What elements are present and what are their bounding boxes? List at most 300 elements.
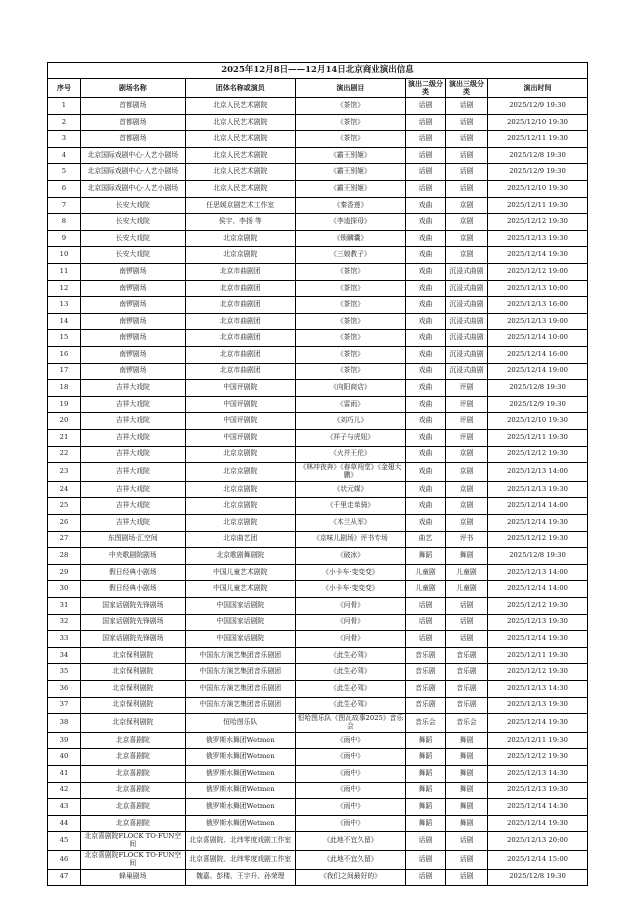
cell-venue: 首都剧场 (80, 114, 185, 131)
cell-category-level3: 音乐剧 (445, 697, 487, 714)
cell-show-title: 《霸王别姬》 (295, 181, 405, 198)
cell-index: 15 (48, 330, 81, 347)
cell-category-level3: 舞剧 (445, 815, 487, 832)
cell-venue: 北京保利剧院 (80, 697, 185, 714)
cell-category-level3: 舞剧 (445, 782, 487, 799)
cell-show-title: 《小卡车·变变变》 (295, 581, 405, 598)
table-row (48, 564, 588, 581)
cell-show-title: 《李逵探母》 (295, 214, 405, 231)
table-row (48, 647, 588, 664)
cell-show-title: 《我们之间最好的》 (295, 869, 405, 886)
cell-show-time: 2025/12/14 14:30 (488, 799, 588, 816)
cell-category-level3: 舞剧 (445, 732, 487, 749)
cell-troupe: 北京京剧院 (185, 446, 295, 463)
cell-show-time: 2025/12/14 19:30 (488, 247, 588, 264)
cell-show-title: 《雨中》 (295, 799, 405, 816)
cell-category-level2: 戏曲 (406, 330, 446, 347)
cell-category-level3: 评剧 (445, 380, 487, 397)
table-row (48, 446, 588, 463)
cell-index: 39 (48, 732, 81, 749)
cell-show-time: 2025/12/14 14:00 (488, 498, 588, 515)
cell-show-title: 《刘巧儿》 (295, 413, 405, 430)
cell-show-time: 2025/12/12 19:30 (488, 664, 588, 681)
cell-category-level2: 戏曲 (406, 264, 446, 281)
cell-index: 44 (48, 815, 81, 832)
cell-troupe: 北京曲艺团 (185, 531, 295, 548)
table-row (48, 850, 588, 869)
cell-venue: 南锣剧场 (80, 347, 185, 364)
cell-troupe: 中国东方演艺集团音乐剧团 (185, 647, 295, 664)
cell-troupe: 北京人民艺术剧院 (185, 181, 295, 198)
column-header-0: 序号 (48, 79, 81, 98)
cell-show-time: 2025/12/8 19:30 (488, 147, 588, 164)
cell-index: 33 (48, 631, 81, 648)
cell-show-time: 2025/12/12 19:30 (488, 749, 588, 766)
cell-show-title: 《茶馆》 (295, 280, 405, 297)
cell-venue: 国家话剧院先锋剧场 (80, 597, 185, 614)
cell-show-time: 2025/12/14 19:30 (488, 815, 588, 832)
cell-show-time: 2025/12/14 16:00 (488, 347, 588, 364)
cell-show-time: 2025/12/12 19:00 (488, 264, 588, 281)
table-row (48, 815, 588, 832)
cell-venue: 首都剧场 (80, 131, 185, 148)
cell-index: 32 (48, 614, 81, 631)
cell-category-level3: 沉浸式曲剧 (445, 280, 487, 297)
cell-category-level2: 戏曲 (406, 498, 446, 515)
cell-category-level3: 沉浸式曲剧 (445, 313, 487, 330)
cell-show-time: 2025/12/14 10:00 (488, 330, 588, 347)
cell-troupe: 北京京剧院 (185, 498, 295, 515)
column-header-3: 演出剧目 (295, 79, 405, 98)
cell-show-time: 2025/12/10 19:30 (488, 181, 588, 198)
cell-show-title: 《茶馆》 (295, 297, 405, 314)
table-row (48, 114, 588, 131)
cell-show-title: 《此生必驾》 (295, 664, 405, 681)
cell-troupe: 中国儿童艺术剧院 (185, 581, 295, 598)
cell-venue: 吉祥大戏院 (80, 481, 185, 498)
cell-show-title: 《茶馆》 (295, 330, 405, 347)
cell-category-level3: 舞剧 (445, 548, 487, 565)
table-header-row (48, 79, 588, 98)
cell-show-time: 2025/12/9 19:30 (488, 98, 588, 115)
cell-troupe: 北京人民艺术剧院 (185, 131, 295, 148)
cell-category-level2: 话剧 (406, 164, 446, 181)
cell-venue: 首都剧场 (80, 98, 185, 115)
cell-show-title: 《茶馆》 (295, 98, 405, 115)
cell-category-level3: 音乐剧 (445, 680, 487, 697)
cell-category-level3: 京剧 (445, 214, 487, 231)
cell-troupe: 中国儿童艺术剧院 (185, 564, 295, 581)
cell-show-time: 2025/12/13 19:30 (488, 782, 588, 799)
cell-venue: 北京国际戏剧中心·人艺小剧场 (80, 147, 185, 164)
cell-category-level2: 戏曲 (406, 347, 446, 364)
cell-category-level3: 舞剧 (445, 799, 487, 816)
cell-category-level2: 话剧 (406, 131, 446, 148)
cell-index: 3 (48, 131, 81, 148)
table-row (48, 147, 588, 164)
table-row (48, 749, 588, 766)
cell-troupe: 中国东方演艺集团音乐剧团 (185, 680, 295, 697)
cell-troupe: 北京喜剧院、北纬零度戏剧工作室 (185, 832, 295, 851)
cell-show-time: 2025/12/11 19:30 (488, 131, 588, 148)
table-row (48, 481, 588, 498)
cell-category-level2: 戏曲 (406, 214, 446, 231)
cell-show-time: 2025/12/13 19:30 (488, 481, 588, 498)
cell-show-time: 2025/12/14 19:30 (488, 631, 588, 648)
cell-show-time: 2025/12/13 19:30 (488, 230, 588, 247)
cell-show-time: 2025/12/12 19:30 (488, 597, 588, 614)
column-header-2: 团体名称或演员 (185, 79, 295, 98)
cell-show-title: 《雨中》 (295, 815, 405, 832)
cell-show-time: 2025/12/13 10:00 (488, 280, 588, 297)
cell-index: 7 (48, 197, 81, 214)
cell-show-time: 2025/12/10 19:30 (488, 413, 588, 430)
table-row (48, 680, 588, 697)
cell-show-title: 《破冰》 (295, 548, 405, 565)
cell-category-level2: 戏曲 (406, 197, 446, 214)
table-row (48, 531, 588, 548)
cell-category-level3: 话剧 (445, 131, 487, 148)
cell-troupe: 恒哈图乐队 (185, 714, 295, 733)
cell-index: 1 (48, 98, 81, 115)
cell-show-time: 2025/12/14 15:00 (488, 850, 588, 869)
cell-index: 13 (48, 297, 81, 314)
cell-show-title: 《木兰从军》 (295, 514, 405, 531)
cell-venue: 蜂巢剧场 (80, 869, 185, 886)
table-row (48, 548, 588, 565)
table-row (48, 581, 588, 598)
table-row (48, 214, 588, 231)
cell-show-title: 《茶馆》 (295, 114, 405, 131)
cell-index: 41 (48, 765, 81, 782)
table-row (48, 614, 588, 631)
cell-venue: 长安大戏院 (80, 197, 185, 214)
cell-category-level2: 话剧 (406, 181, 446, 198)
table-row (48, 181, 588, 198)
cell-show-title: 《小卡车·变变变》 (295, 564, 405, 581)
cell-show-title: 《此地不宜久留》 (295, 832, 405, 851)
cell-category-level3: 话剧 (445, 181, 487, 198)
cell-show-time: 2025/12/13 19:30 (488, 697, 588, 714)
table-row (48, 463, 588, 482)
cell-index: 12 (48, 280, 81, 297)
cell-show-time: 2025/12/12 19:30 (488, 446, 588, 463)
cell-venue: 北京喜剧院FLOCK TO·FUN空间 (80, 850, 185, 869)
table-row (48, 330, 588, 347)
cell-troupe: 俄罗斯水舞团Wetmen (185, 782, 295, 799)
cell-category-level2: 音乐剧 (406, 697, 446, 714)
cell-show-title: 《茶馆》 (295, 363, 405, 380)
cell-category-level2: 戏曲 (406, 230, 446, 247)
cell-venue: 北京保利剧院 (80, 680, 185, 697)
cell-show-time: 2025/12/14 19:30 (488, 514, 588, 531)
cell-index: 4 (48, 147, 81, 164)
cell-troupe: 北京喜剧院、北纬零度戏剧工作室 (185, 850, 295, 869)
table-row (48, 313, 588, 330)
cell-index: 20 (48, 413, 81, 430)
cell-index: 14 (48, 313, 81, 330)
cell-troupe: 中国国家话剧院 (185, 631, 295, 648)
table-row (48, 280, 588, 297)
cell-category-level3: 评剧 (445, 413, 487, 430)
table-row (48, 197, 588, 214)
cell-index: 2 (48, 114, 81, 131)
cell-troupe: 任思媛京剧艺术工作室 (185, 197, 295, 214)
cell-troupe: 北京歌剧舞剧院 (185, 548, 295, 565)
cell-troupe: 中国国家话剧院 (185, 614, 295, 631)
cell-index: 45 (48, 832, 81, 851)
cell-show-title: 《此地不宜久留》 (295, 850, 405, 869)
cell-show-time: 2025/12/9 19:30 (488, 164, 588, 181)
cell-category-level2: 话剧 (406, 98, 446, 115)
table-row (48, 714, 588, 733)
cell-venue: 吉祥大戏院 (80, 413, 185, 430)
cell-category-level2: 话剧 (406, 631, 446, 648)
cell-venue: 吉祥大戏院 (80, 380, 185, 397)
cell-venue: 国家话剧院先锋剧场 (80, 631, 185, 648)
cell-category-level2: 音乐会 (406, 714, 446, 733)
cell-venue: 吉祥大戏院 (80, 514, 185, 531)
cell-index: 36 (48, 680, 81, 697)
cell-show-time: 2025/12/13 14:00 (488, 463, 588, 482)
cell-venue: 北京国际戏剧中心·人艺小剧场 (80, 181, 185, 198)
cell-category-level3: 舞剧 (445, 749, 487, 766)
cell-show-time: 2025/12/11 19:30 (488, 429, 588, 446)
cell-troupe: 北京京剧院 (185, 247, 295, 264)
cell-category-level3: 话剧 (445, 597, 487, 614)
cell-venue: 北京喜剧院 (80, 765, 185, 782)
cell-show-time: 2025/12/14 19:30 (488, 714, 588, 733)
cell-troupe: 魏嘉、彭楼、王宇升、孙荣理 (185, 869, 295, 886)
cell-venue: 北京保利剧院 (80, 647, 185, 664)
cell-venue: 北京喜剧院 (80, 732, 185, 749)
cell-category-level2: 戏曲 (406, 463, 446, 482)
cell-venue: 吉祥大戏院 (80, 429, 185, 446)
cell-category-level2: 戏曲 (406, 446, 446, 463)
cell-index: 18 (48, 380, 81, 397)
cell-show-title: 《雨中》 (295, 749, 405, 766)
table-title-row (48, 63, 588, 79)
cell-category-level3: 京剧 (445, 446, 487, 463)
cell-index: 23 (48, 463, 81, 482)
cell-venue: 长安大戏院 (80, 247, 185, 264)
cell-troupe: 中国评剧院 (185, 413, 295, 430)
table-row (48, 297, 588, 314)
cell-category-level3: 话剧 (445, 832, 487, 851)
cell-index: 26 (48, 514, 81, 531)
cell-category-level3: 沉浸式曲剧 (445, 297, 487, 314)
cell-category-level3: 京剧 (445, 197, 487, 214)
cell-show-time: 2025/12/10 19:30 (488, 114, 588, 131)
cell-show-time: 2025/12/8 19:30 (488, 869, 588, 886)
cell-show-title: 《千里走单骑》 (295, 498, 405, 515)
table-row (48, 631, 588, 648)
cell-troupe: 北京市曲剧团 (185, 363, 295, 380)
table-row (48, 396, 588, 413)
table-row (48, 230, 588, 247)
cell-venue: 南锣剧场 (80, 264, 185, 281)
cell-category-level2: 戏曲 (406, 429, 446, 446)
cell-category-level2: 戏曲 (406, 481, 446, 498)
cell-category-level2: 曲艺 (406, 531, 446, 548)
cell-troupe: 俄罗斯水舞团Wetmen (185, 749, 295, 766)
cell-category-level2: 话剧 (406, 832, 446, 851)
cell-venue: 北京喜剧院 (80, 815, 185, 832)
cell-troupe: 北京市曲剧团 (185, 264, 295, 281)
cell-troupe: 北京市曲剧团 (185, 347, 295, 364)
table-row (48, 498, 588, 515)
cell-category-level2: 儿童剧 (406, 581, 446, 598)
cell-index: 38 (48, 714, 81, 733)
cell-venue: 东图剧场·汇空间 (80, 531, 185, 548)
cell-troupe: 俄罗斯水舞团Wetmen (185, 732, 295, 749)
cell-venue: 北京喜剧院 (80, 782, 185, 799)
table-row (48, 98, 588, 115)
cell-category-level2: 戏曲 (406, 514, 446, 531)
cell-venue: 南锣剧场 (80, 363, 185, 380)
cell-category-level2: 戏曲 (406, 247, 446, 264)
cell-show-title: 《林冲夜奔》《春草闯堂》《金翅大鹏》 (295, 463, 405, 482)
cell-show-time: 2025/12/14 14:00 (488, 581, 588, 598)
cell-venue: 长安大戏院 (80, 214, 185, 231)
cell-index: 28 (48, 548, 81, 565)
cell-category-level2: 话剧 (406, 614, 446, 631)
cell-venue: 北京保利剧院 (80, 664, 185, 681)
cell-venue: 吉祥大戏院 (80, 498, 185, 515)
cell-show-title: 《霸王别姬》 (295, 147, 405, 164)
cell-category-level2: 舞蹈 (406, 782, 446, 799)
cell-category-level3: 话剧 (445, 869, 487, 886)
cell-index: 31 (48, 597, 81, 614)
table-row (48, 597, 588, 614)
cell-troupe: 侯宇、李扬 等 (185, 214, 295, 231)
table-row (48, 247, 588, 264)
table-row (48, 697, 588, 714)
cell-index: 29 (48, 564, 81, 581)
cell-index: 47 (48, 869, 81, 886)
table-row (48, 164, 588, 181)
cell-index: 27 (48, 531, 81, 548)
cell-show-title: 《茶馆》 (295, 131, 405, 148)
cell-category-level3: 京剧 (445, 463, 487, 482)
cell-index: 22 (48, 446, 81, 463)
cell-index: 43 (48, 799, 81, 816)
cell-category-level3: 话剧 (445, 114, 487, 131)
cell-category-level2: 话剧 (406, 147, 446, 164)
cell-venue: 长安大戏院 (80, 230, 185, 247)
cell-venue: 国家话剧院先锋剧场 (80, 614, 185, 631)
cell-category-level2: 话剧 (406, 114, 446, 131)
cell-troupe: 中国评剧院 (185, 380, 295, 397)
cell-category-level3: 京剧 (445, 481, 487, 498)
cell-category-level2: 舞蹈 (406, 799, 446, 816)
cell-show-title: 《问骨》 (295, 614, 405, 631)
cell-troupe: 中国东方演艺集团音乐剧团 (185, 664, 295, 681)
cell-show-title: 《此生必驾》 (295, 647, 405, 664)
cell-show-title: 《锁麟囊》 (295, 230, 405, 247)
cell-show-title: 《秦香莲》 (295, 197, 405, 214)
cell-category-level3: 京剧 (445, 247, 487, 264)
table-title: 2025年12月8日——12月14日北京商业演出信息 (48, 63, 588, 79)
cell-venue: 南锣剧场 (80, 280, 185, 297)
cell-index: 6 (48, 181, 81, 198)
cell-troupe: 北京京剧院 (185, 463, 295, 482)
cell-category-level3: 音乐剧 (445, 647, 487, 664)
cell-category-level2: 戏曲 (406, 313, 446, 330)
cell-show-time: 2025/12/13 14:30 (488, 765, 588, 782)
column-header-4: 演出二级分类 (406, 79, 446, 98)
cell-category-level3: 话剧 (445, 614, 487, 631)
cell-category-level2: 戏曲 (406, 297, 446, 314)
cell-category-level3: 音乐会 (445, 714, 487, 733)
cell-venue: 吉祥大戏院 (80, 463, 185, 482)
cell-show-title: 《三娘教子》 (295, 247, 405, 264)
cell-troupe: 北京京剧院 (185, 230, 295, 247)
cell-troupe: 北京市曲剧团 (185, 330, 295, 347)
cell-show-title: 《茶馆》 (295, 313, 405, 330)
cell-index: 17 (48, 363, 81, 380)
cell-category-level3: 评剧 (445, 429, 487, 446)
cell-show-title: 《雨中》 (295, 732, 405, 749)
cell-index: 8 (48, 214, 81, 231)
cell-venue: 南锣剧场 (80, 330, 185, 347)
cell-index: 37 (48, 697, 81, 714)
cell-show-time: 2025/12/13 20:00 (488, 832, 588, 851)
cell-troupe: 北京人民艺术剧院 (185, 164, 295, 181)
cell-troupe: 中国东方演艺集团音乐剧团 (185, 697, 295, 714)
cell-category-level2: 话剧 (406, 597, 446, 614)
table-row (48, 413, 588, 430)
cell-category-level2: 舞蹈 (406, 548, 446, 565)
cell-index: 46 (48, 850, 81, 869)
cell-show-time: 2025/12/13 16:00 (488, 297, 588, 314)
cell-index: 11 (48, 264, 81, 281)
cell-show-title: 《霸王别姬》 (295, 164, 405, 181)
cell-show-title: 《雨中》 (295, 765, 405, 782)
cell-show-time: 2025/12/13 19:00 (488, 313, 588, 330)
cell-show-time: 2025/12/11 19:30 (488, 647, 588, 664)
cell-category-level2: 音乐剧 (406, 647, 446, 664)
column-header-5: 演出三级分类 (445, 79, 487, 98)
table-row (48, 347, 588, 364)
performance-schedule-table (47, 62, 588, 886)
cell-show-title: 《此生必驾》 (295, 680, 405, 697)
cell-category-level2: 戏曲 (406, 413, 446, 430)
cell-show-title: 《京味儿剧场》评书专场 (295, 531, 405, 548)
cell-show-title: 《向阳商店》 (295, 380, 405, 397)
cell-show-title: 《雨中》 (295, 782, 405, 799)
cell-venue: 中央歌剧院剧场 (80, 548, 185, 565)
cell-category-level3: 京剧 (445, 514, 487, 531)
cell-index: 21 (48, 429, 81, 446)
cell-show-time: 2025/12/13 14:30 (488, 680, 588, 697)
cell-category-level3: 评书 (445, 531, 487, 548)
cell-venue: 北京喜剧院FLOCK TO·FUN空间 (80, 832, 185, 851)
cell-category-level2: 戏曲 (406, 396, 446, 413)
cell-show-title: 《火并王伦》 (295, 446, 405, 463)
cell-index: 24 (48, 481, 81, 498)
cell-index: 10 (48, 247, 81, 264)
cell-show-time: 2025/12/11 19:30 (488, 197, 588, 214)
table-row (48, 264, 588, 281)
cell-troupe: 中国评剧院 (185, 429, 295, 446)
table-row (48, 782, 588, 799)
cell-show-title: 《祥子与虎妞》 (295, 429, 405, 446)
cell-index: 25 (48, 498, 81, 515)
cell-show-title: 《此生必驾》 (295, 697, 405, 714)
table-row (48, 765, 588, 782)
cell-index: 16 (48, 347, 81, 364)
